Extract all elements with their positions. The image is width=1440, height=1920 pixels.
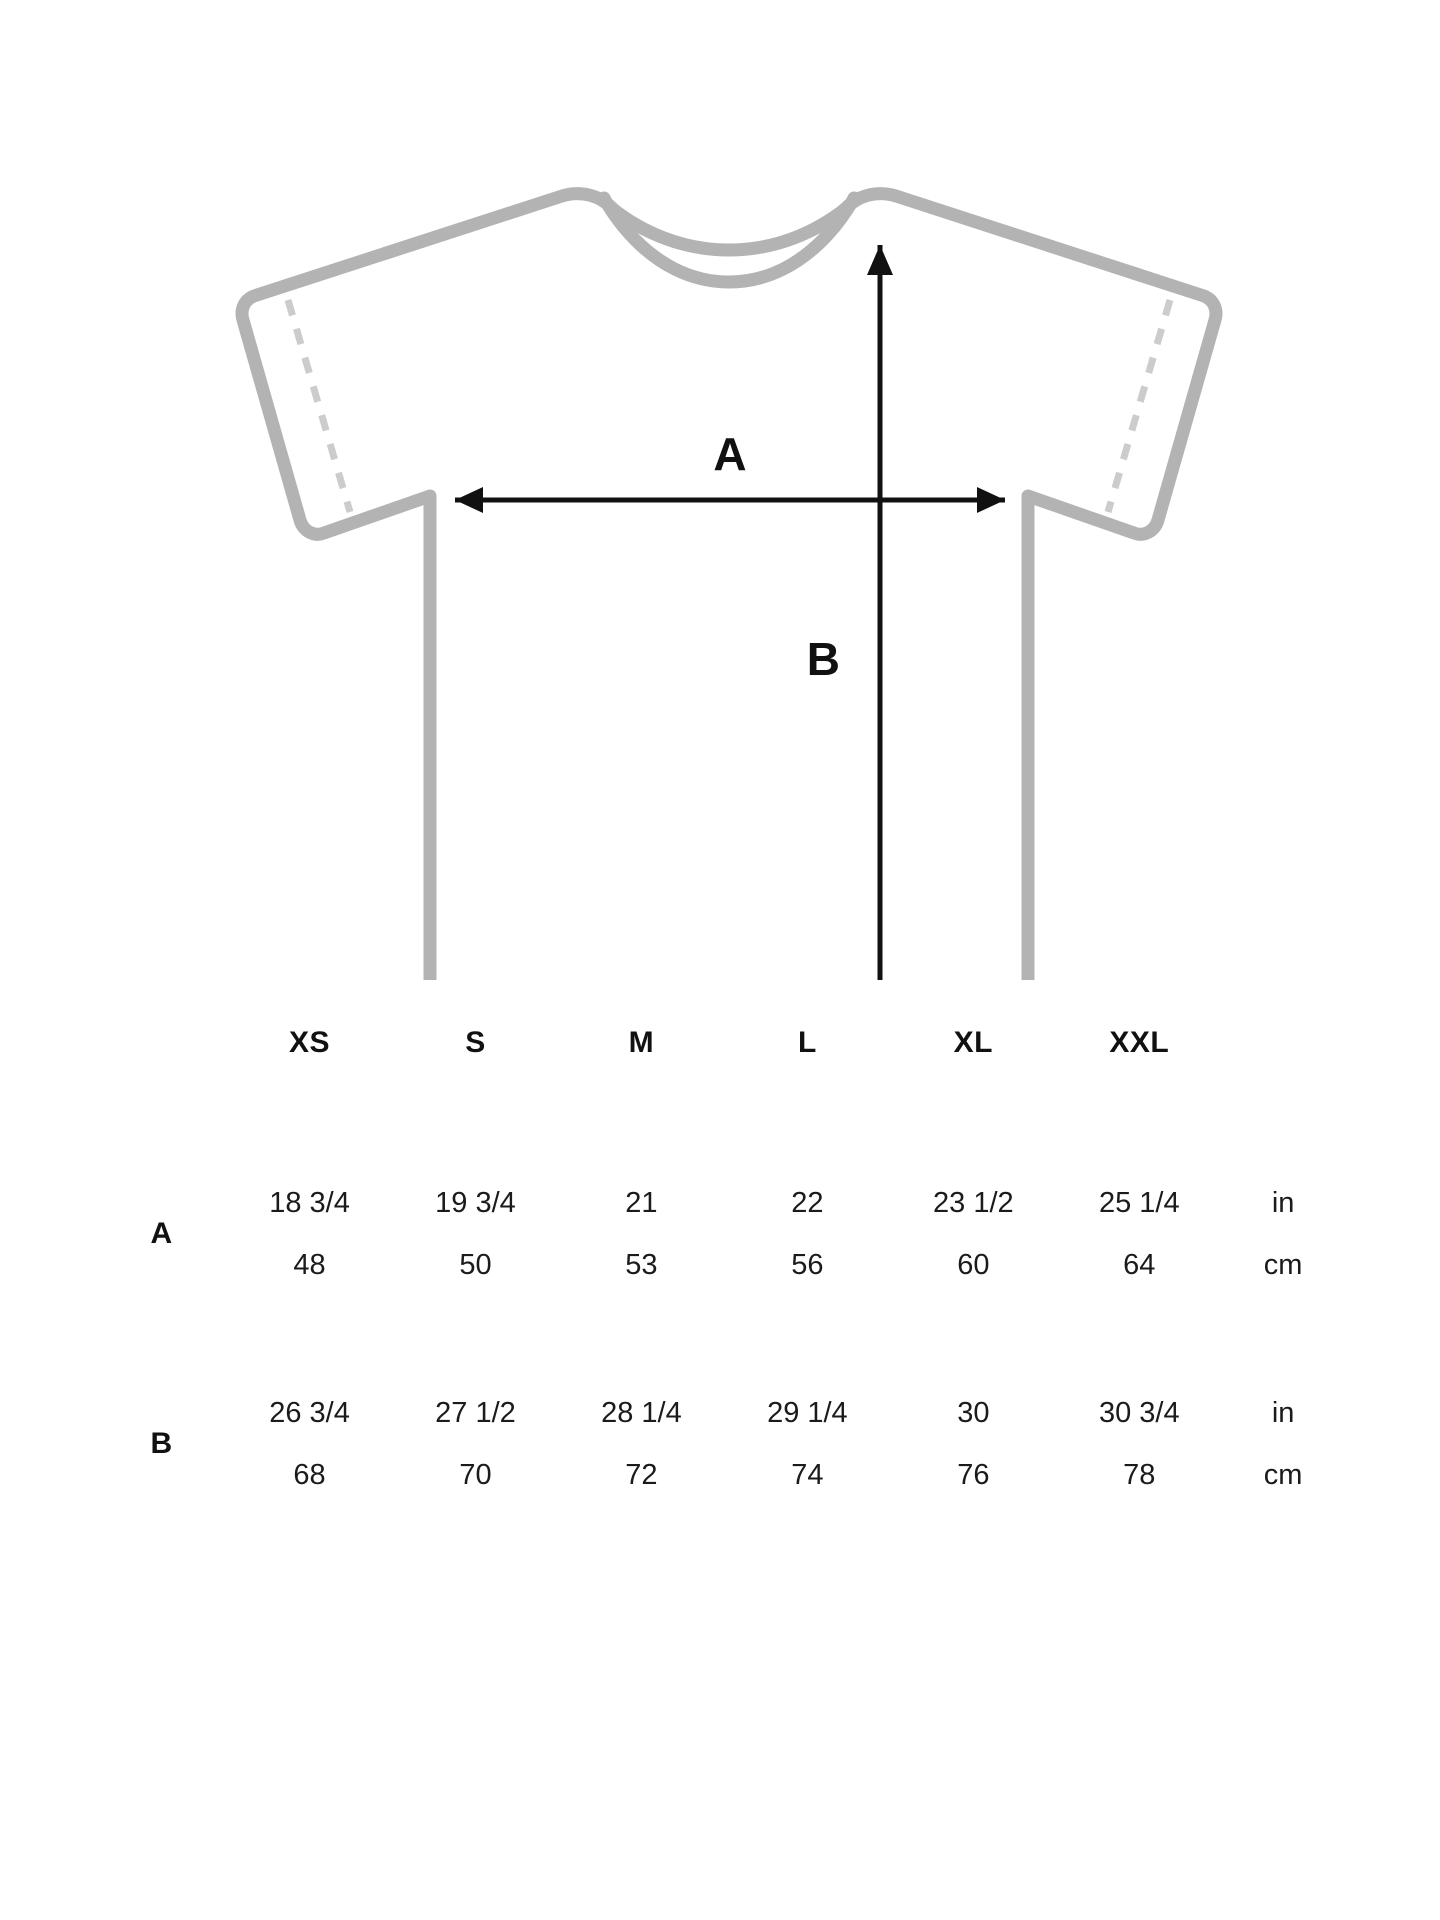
measure-label-b: B	[806, 633, 840, 685]
header-unit-cell	[1222, 1000, 1344, 1086]
size-header-s: S	[465, 1026, 486, 1059]
table-row-a-inches	[96, 1172, 1344, 1234]
cell-a-in-xxl: 25 1/4	[1098, 1186, 1180, 1219]
measure-arrow-b	[867, 245, 893, 980]
unit-a-cm: cm	[1263, 1248, 1303, 1281]
cell-b-cm-m: 72	[625, 1458, 658, 1491]
size-header-m: M	[628, 1026, 655, 1059]
cell-b-in-s: 27 1/2	[435, 1396, 516, 1429]
cell-a-cm-xxl: 64	[1123, 1248, 1156, 1281]
cell-a-cm-m: 53	[625, 1248, 658, 1281]
size-table	[96, 1000, 1344, 1506]
measure-arrow-a	[455, 487, 1005, 513]
cell-b-in-l: 29 1/4	[767, 1396, 848, 1429]
spacer-row	[96, 1086, 1344, 1172]
size-header-xxl: XXL	[1109, 1026, 1170, 1059]
table-row-a-cm	[96, 1234, 1344, 1296]
cell-b-in-xl: 30	[957, 1396, 990, 1429]
cell-a-cm-l: 56	[791, 1248, 824, 1281]
unit-b-cm: cm	[1263, 1458, 1303, 1491]
unit-b-inches: in	[1271, 1396, 1295, 1429]
table-header-row	[96, 1000, 1344, 1086]
cell-b-in-xs: 26 3/4	[269, 1396, 350, 1429]
cell-b-cm-xs: 68	[293, 1458, 326, 1491]
cell-a-in-xl: 23 1/2	[933, 1186, 1014, 1219]
row-label-b: B	[150, 1427, 173, 1460]
cell-b-cm-xl: 76	[957, 1458, 990, 1491]
cell-a-in-m: 21	[625, 1186, 658, 1219]
size-header-l: L	[797, 1026, 817, 1059]
cell-a-cm-s: 50	[459, 1248, 492, 1281]
table-row-b-inches	[96, 1382, 1344, 1444]
cell-a-in-xs: 18 3/4	[269, 1186, 350, 1219]
cell-b-cm-s: 70	[459, 1458, 492, 1491]
cell-b-cm-l: 74	[791, 1458, 824, 1491]
table-row-b-cm	[96, 1444, 1344, 1506]
header-corner-cell	[96, 1000, 227, 1086]
cell-a-in-l: 22	[791, 1186, 824, 1219]
cell-a-in-s: 19 3/4	[435, 1186, 516, 1219]
measure-label-a: A	[713, 428, 747, 480]
tshirt-outline-icon	[242, 194, 1216, 980]
cell-a-cm-xs: 48	[293, 1248, 326, 1281]
row-label-a: A	[150, 1217, 173, 1250]
spacer-row-2	[96, 1296, 1344, 1382]
cell-b-cm-xxl: 78	[1123, 1458, 1156, 1491]
size-header-xl: XL	[953, 1026, 993, 1059]
unit-a-inches: in	[1271, 1186, 1295, 1219]
cell-a-cm-xl: 60	[957, 1248, 990, 1281]
cell-b-in-m: 28 1/4	[601, 1396, 682, 1429]
cell-b-in-xxl: 30 3/4	[1098, 1396, 1180, 1429]
size-header-xs: XS	[289, 1026, 331, 1059]
